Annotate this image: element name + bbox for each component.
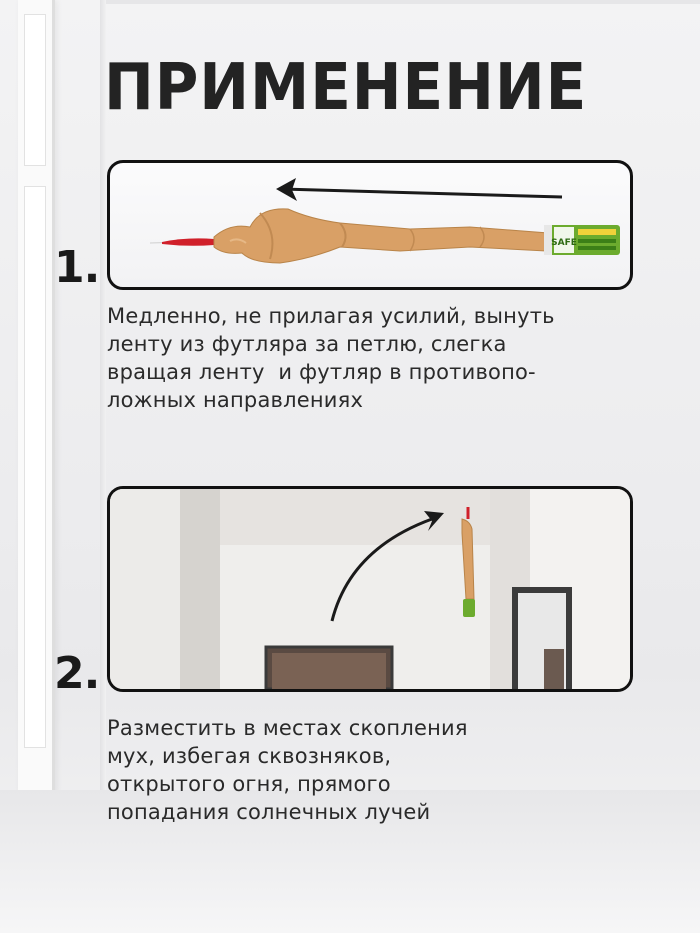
step-1-line: вращая ленту и футляр в противопо- (107, 360, 536, 384)
step-2-line: мух, избегая сквозняков, (107, 744, 392, 768)
window-pane (24, 186, 46, 748)
step-2-line: открытого огня, прямого (107, 772, 391, 796)
step-1-line: ленту из футляра за петлю, слегка (107, 332, 507, 356)
case-brand-label: SAFE (551, 238, 577, 248)
step-1-image (107, 160, 633, 290)
red-loop-icon (162, 238, 217, 245)
step-1-line: ложных направлениях (107, 388, 364, 412)
room-hanging-tape-illustration (110, 489, 630, 689)
arrow-left-icon (282, 189, 562, 197)
step-2-line: попадания солнечных лучей (107, 800, 431, 824)
step-2-line: Разместить в местах скопления (107, 716, 468, 740)
background-window (18, 0, 55, 805)
step-2-image (107, 486, 633, 692)
background-ceiling (106, 0, 700, 4)
step-2-description (107, 714, 647, 826)
step-1-number: 1. (54, 242, 100, 293)
step-1-line: Медленно, не прилагая усилий, вынуть (107, 304, 555, 328)
step-2-number: 2. (54, 648, 100, 699)
fly-tape-unrolled-illustration (110, 163, 630, 287)
step-1-description (107, 302, 647, 414)
green-case (463, 599, 475, 617)
page-title: ПРИМЕНЕНИЕ (104, 51, 588, 125)
window-pane (24, 14, 46, 166)
